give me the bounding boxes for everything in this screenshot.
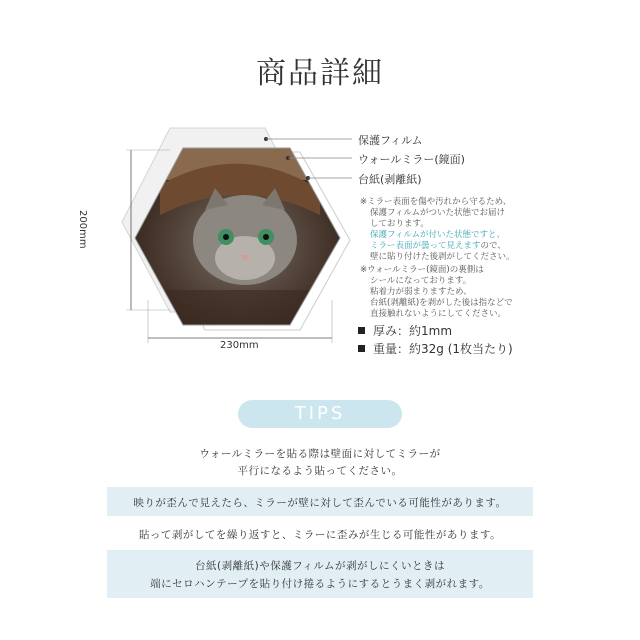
tips-intro-line1: ウォールミラーを貼る際は壁面に対してミラーが (199, 448, 441, 460)
note-adhesive: ※ウォールミラー(鏡面)の裏側は シールになっております。 粘着力が弱まりますため、 台紙(剥離紙)を剥がした後は指などで 直接触れないようにしてください。 (360, 265, 513, 319)
note-film: ※ミラー表面を傷や汚れから守るため、 保護フィルムがついた状態でお届け しております。 保護フィルムが付いた状態ですと、 ミラー表面が曇って見えますので、 壁に貼り付けた後剥がしてください。 (360, 197, 515, 262)
tip-distortion: 映りが歪んで見えたら、ミラーが壁に対して歪んでいる可能性があります。 (133, 497, 507, 509)
spec-thickness: 厚み：約1mm (358, 322, 452, 339)
label-wall-mirror: ウォールミラー(鏡面) (358, 153, 465, 166)
tips-intro-line2: 平行になるよう貼ってください。 (237, 465, 403, 477)
dimension-height: 200mm (77, 210, 88, 249)
dimension-width: 230mm (220, 340, 259, 351)
bullet-square-icon (358, 345, 365, 352)
tip-repeated-application: 貼って剥がしてを繰り返すと、ミラーに歪みが生じる可能性があります。 (138, 529, 502, 541)
page-title: 商品詳細 (256, 56, 384, 91)
label-protective-film: 保護フィルム (358, 134, 423, 147)
bullet-square-icon (358, 327, 365, 334)
label-backing-paper: 台紙(剥離紙) (358, 173, 422, 186)
spec-weight: 重量：約32g (1枚当たり) (358, 340, 513, 357)
tip-peeling-line2: 端にセロハンテープを貼り付け捲るようにするとうまく剥がれます。 (150, 578, 490, 590)
tips-heading: TIPS (238, 400, 402, 428)
tip-peeling-line1: 台紙(剥離紙)や保護フィルムが剥がしにくいときは (195, 560, 445, 572)
